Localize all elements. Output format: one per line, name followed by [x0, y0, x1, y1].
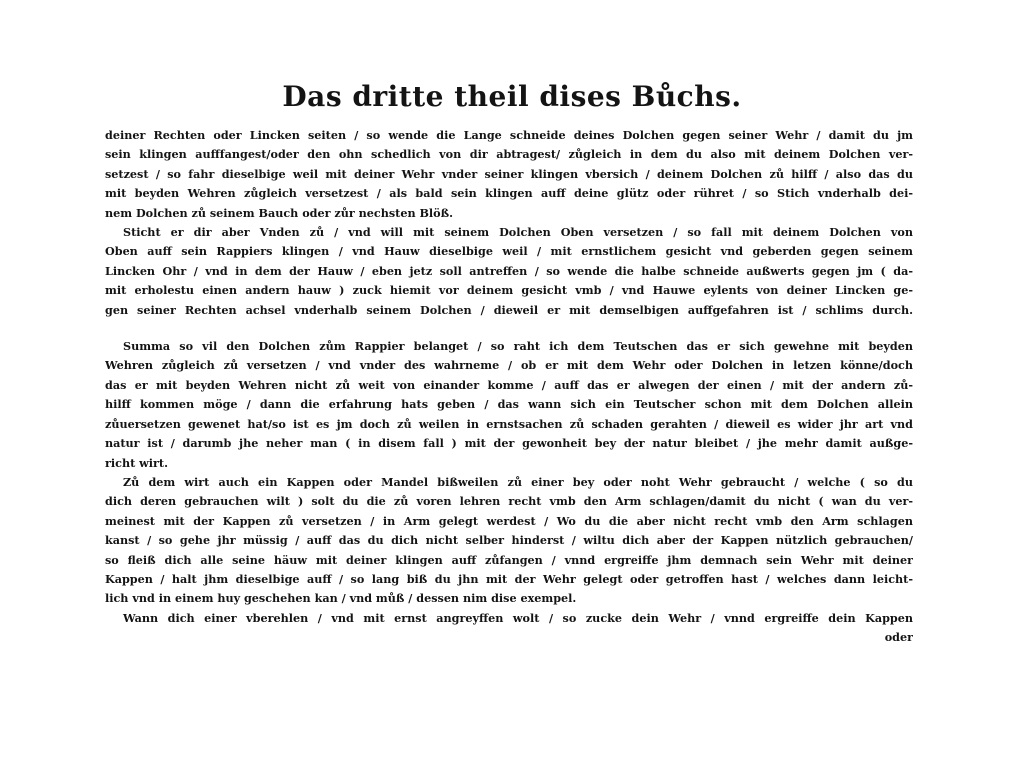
- text-line: deiner Rechten oder Lincken seiten / so wende die Lange schneide deines Dolchen gegen seiner Wehr / damit du jm: [105, 128, 913, 142]
- text-line: natur ist / darumb jhe neher man ( in disem fall ) mit der gewonheit bey der natur bleibet / jhe mehr damit außge-: [105, 436, 913, 451]
- text-line: Summa so vil den Dolchen zům Rappier belanget / so raht ich dem Teutschen das er sich gewehne mit beyden: [123, 339, 913, 354]
- text-line: kanst / so gehe jhr müssig / auff das du dich nicht selber hinderst / wiltu dich aber der Kappen nützlich gebrauchen/: [105, 533, 913, 548]
- page-title: Das dritte theil dises Bůchs.: [282, 80, 742, 113]
- text-line: Oben auff sein Rappiers klingen / vnd Hauw dieselbige weil / mit ernstlichem gesicht vnd geberden gegen seinem: [105, 244, 913, 259]
- text-line: Zů dem wirt auch ein Kappen oder Mandel bißweilen zů einer bey oder noht Wehr gebraucht / welche ( so du: [123, 474, 913, 489]
- text-line: mit erholestu einen andern hauw ) zuck hiemit vor deinem gesicht vmb / vnd Hauwe eylents von deiner Lincken ge-: [105, 283, 913, 298]
- text-line: hilff kommen möge / dann die erfahrung hats geben / das wann sich ein Teutscher schon mit dem Dolchen allein: [105, 397, 913, 412]
- text-line: gen seiner Rechten achsel vnderhalb seinem Dolchen / dieweil er mit demselbigen auffgefahren ist / schlims durch.: [105, 302, 913, 317]
- text-line: das er mit beyden Wehren nicht zů weit von einander komme / auff das er alwegen der einen / mit der andern zů-: [105, 377, 913, 392]
- text-line: dich deren gebrauchen wilt ) solt du die zů voren lehren recht vmb den Arm schlagen/damit du nicht ( wan du ver-: [105, 494, 913, 509]
- text-line: mit beyden Wehren zůgleich versetzest / als bald sein klingen auff deine glütz oder rühret / so Stich vnderhalb dei-: [105, 186, 913, 201]
- text-line: Wehren zůgleich zů versetzen / vnd vnder des wahrneme / ob er mit dem Wehr oder Dolchen in letzen könne/doch: [105, 358, 913, 373]
- text-line: nem Dolchen zů seinem Bauch oder zůr nechsten Blöß.: [105, 205, 454, 220]
- text-line: zůuersetzen gewenet hat/so ist es jm doch zů weilen in ernstsachen zů schaden gerahten / dieweil es wider jhr art vnd: [105, 416, 913, 431]
- text-line: setzest / so fahr dieselbige weil mit deiner Wehr vnder seiner klingen vbersich / deinem Dolchen zů hilff / also das du: [105, 166, 913, 181]
- text-line: richt wirt.: [105, 455, 168, 470]
- paragraph-gap: [105, 320, 913, 337]
- catchword: oder: [884, 630, 913, 645]
- text-line: Lincken Ohr / vnd in dem der Hauw / eben jetz soll antreffen / so wende die halbe schneide außwerts gegen jm ( da-: [105, 263, 913, 278]
- text-line: sein klingen aufffangest/oder den ohn schedlich von dir abtragest/ zůgleich in dem du also mit deinem Dolchen ver-: [105, 147, 913, 162]
- text-line: Sticht er dir aber Vnden zů / vnd will mit seinem Dolchen Oben versetzen / so fall mit deinem Dolchen von: [123, 225, 913, 240]
- text-line: Kappen / halt jhm dieselbige auff / so lang biß du jhn mit der Wehr gelegt oder getroffen hast / welches dann leicht-: [105, 571, 913, 586]
- text-line: so fleiß dich alle seine häuw mit deiner klingen auff zůfangen / vnnd ergreiffe jhm demnach sein Wehr mit deiner: [105, 552, 913, 567]
- text-line: meinest mit der Kappen zů versetzen / in Arm gelegt werdest / Wo du die aber nicht recht vmb den Arm schlagen: [105, 513, 913, 528]
- body-text: [105, 126, 913, 648]
- text-line: Wann dich einer vberehlen / vnd mit ernst angreyffen wolt / so zucke dein Wehr / vnnd ergreiffe dein Kappen: [123, 610, 913, 625]
- text-line: lich vnd in einem huy geschehen kan / vnd můß / dessen nim dise exempel.: [105, 591, 577, 606]
